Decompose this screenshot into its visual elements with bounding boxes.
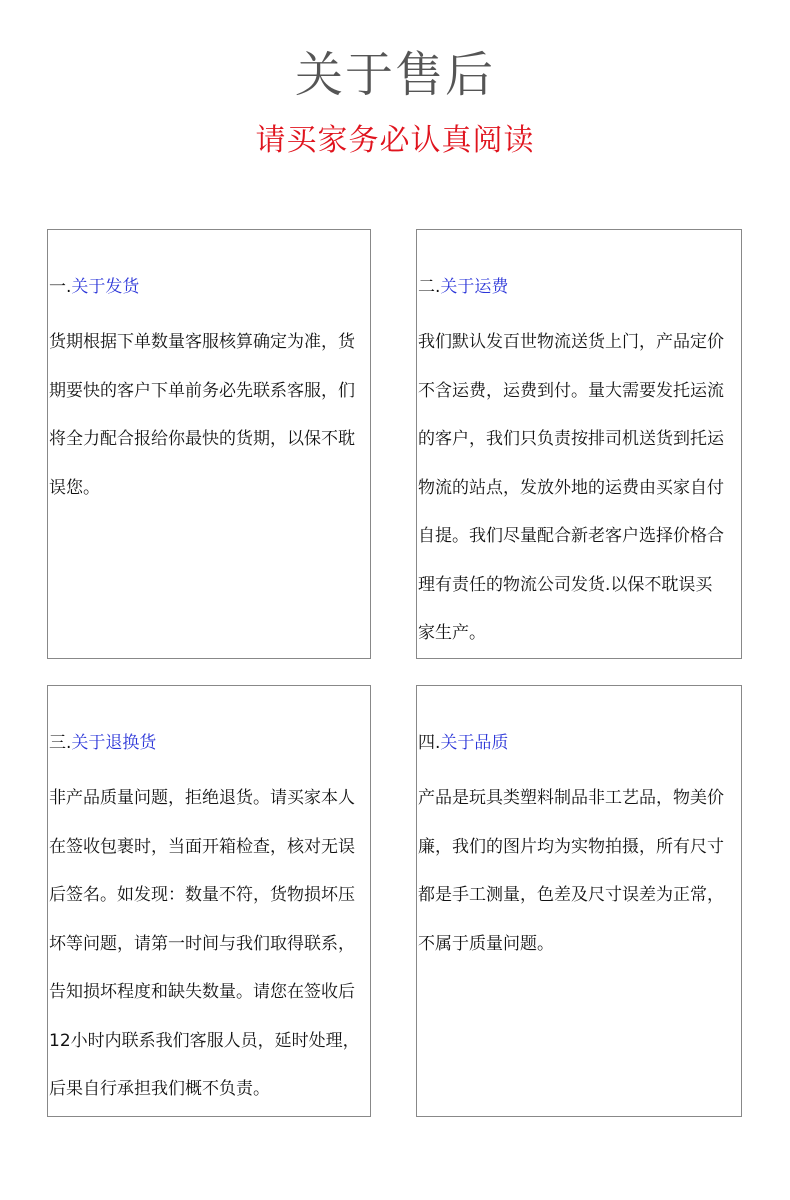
freight-card [416,229,742,659]
body-line: 在签收包裹时，当面开箱检查，核对无误 [49,836,355,857]
body-line: 后签名。如发现：数量不符，货物损坏压 [49,885,355,905]
body-line: 廉，我们的图片均为实物拍摄，所有尺寸 [418,836,724,857]
heading-text: 关于运费 [440,277,509,297]
body-line: 都是手工测量，色差及尺寸误差为正常， [418,885,724,905]
heading-number: 三. [49,733,72,753]
body-line: 产品是玩具类塑料制品非工艺品，物美价 [418,788,724,808]
shipping-card [47,229,371,659]
card-heading [418,272,508,302]
body-line: 物流的站点，发放外地的运费由买家自付 [418,477,724,498]
body-line: 期要快的客户下单前务必先联系客服，们 [49,380,355,401]
body-line: 误您。 [49,477,100,498]
page-subtitle: 请买家务必认真阅读 [255,123,535,158]
body-line: 的客户，我们只负责按排司机送货到托运 [418,429,724,449]
card-body [418,318,738,658]
body-line: 自提。我们尽量配合新老客户选择价格合 [418,526,724,546]
body-line: 后果自行承担我们概不负责。 [49,1079,270,1099]
card-heading [49,728,156,758]
heading-number: 二. [418,277,441,297]
body-line: 理有责任的物流公司发货.以保不耽误买 [418,574,713,595]
heading-number: 一. [49,277,72,297]
heading-text: 关于退换货 [71,733,157,753]
card-body [49,318,369,512]
body-line: 家生产。 [418,623,486,643]
body-line: 12小时内联系我们客服人员，延时处理， [49,1030,360,1051]
body-line: 不属于质量问题。 [418,933,554,954]
body-line: 非产品质量问题，拒绝退货。请买家本人 [49,788,355,808]
card-body [418,774,738,968]
body-line: 货期根据下单数量客服核算确定为准，货 [49,332,355,352]
heading-text: 关于品质 [440,733,509,753]
body-line: 告知损坏程度和缺失数量。请您在签收后 [49,982,355,1002]
body-line: 不含运费，运费到付。量大需要发托运流 [418,380,724,401]
body-line: 我们默认发百世物流送货上门，产品定价 [418,332,724,352]
page-title: 关于售后 [294,47,495,103]
card-heading [49,272,139,302]
card-heading [418,728,508,758]
card-body [49,774,369,1114]
heading-number: 四. [418,733,441,753]
body-line: 将全力配合报给你最快的货期，以保不耽 [49,429,355,449]
quality-card [416,685,742,1117]
heading-text: 关于发货 [71,277,140,297]
returns-card [47,685,371,1117]
body-line: 坏等问题，请第一时间与我们取得联系， [49,933,355,954]
